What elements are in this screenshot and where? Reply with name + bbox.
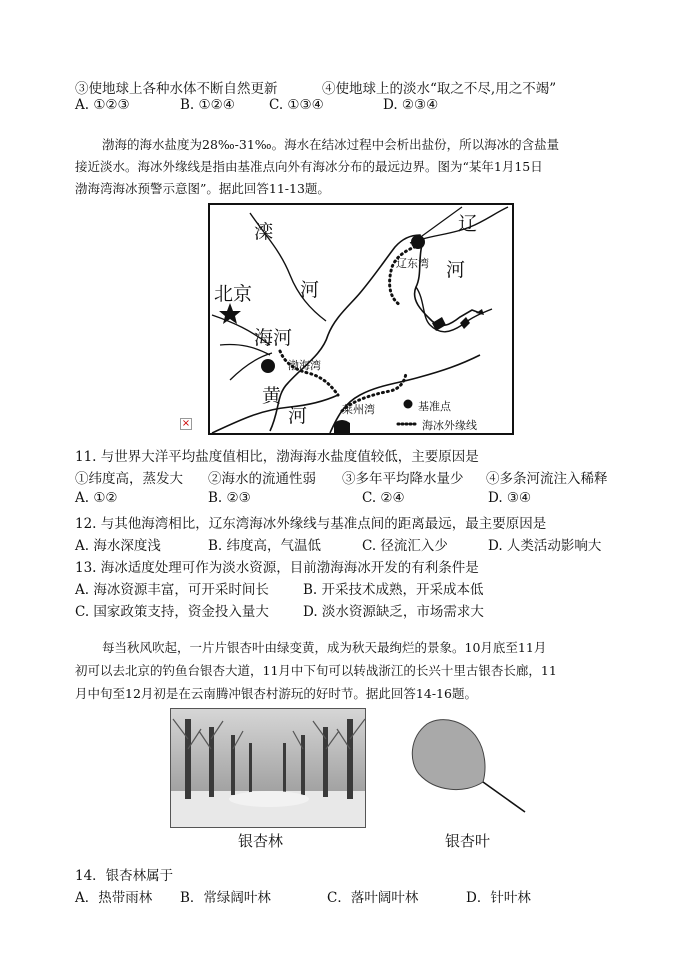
label-huang: 黄	[262, 385, 282, 407]
q14-option-a: A．热带雨林	[75, 890, 153, 906]
label-haihe: 海河	[254, 327, 293, 349]
passage-line: 渤海的海水盐度为28‰-31‰。海水在结冰过程中会析出盐份，所以海冰的含盐量	[102, 137, 560, 152]
question-item-3: ③使地球上各种水体不断自然更新	[75, 81, 278, 97]
label-liao: 辽	[458, 213, 478, 235]
q12-option-b: B. 纬度高，气温低	[208, 538, 322, 554]
passage-line: 初可以去北京的钓鱼台银杏大道，11月中下旬可以转战浙江的长兴十里古银杏长廊，11	[75, 663, 557, 678]
question-12-stem: 12. 与其他海湾相比，辽东湾海冰外缘线与基准点间的距离最远，最主要原因是	[75, 516, 547, 532]
question-13-stem: 13. 海冰适度处理可作为淡水资源，目前渤海海冰开发的有利条件是	[75, 560, 479, 576]
datum-point-laizhou	[334, 420, 350, 433]
q11-item-3: ③多年平均降水量少	[342, 471, 464, 487]
ginkgo-leaf-figure	[405, 714, 535, 818]
q12-option-c: C. 径流汇入少	[362, 538, 448, 554]
datum-point-bohai	[261, 359, 275, 373]
bohai-sea-ice-map	[208, 203, 514, 435]
forest-caption: 银杏林	[238, 832, 284, 850]
question-11-stem: 11. 与世界大洋平均盐度值相比，渤海海水盐度值较低，主要原因是	[75, 449, 479, 465]
q11-option-d: D. ③④	[488, 490, 532, 506]
legend-line-label: 海冰外缘线	[422, 419, 477, 432]
q14-option-d: D．针叶林	[466, 890, 531, 906]
label-laizhou-bay: 莱州湾	[342, 403, 375, 416]
passage-line: 每当秋风吹起，一片片银杏叶由绿变黄，成为秋天最绚烂的景象。10月底至11月	[102, 640, 547, 655]
ginkgo-forest-photo	[170, 708, 366, 828]
leaf-caption: 银杏叶	[445, 832, 491, 850]
q12-option-d: D. 人类活动影响大	[488, 538, 602, 554]
option-b: B. ①②④	[180, 97, 235, 113]
legend-point-icon	[404, 400, 413, 409]
option-a: A. ①②③	[75, 97, 130, 113]
question-item-4: ④使地球上的淡水“取之不尽,用之不竭”	[322, 81, 557, 97]
q11-option-c: C. ②④	[362, 490, 405, 506]
q12-option-a: A. 海水深度浅	[75, 538, 161, 554]
passage-line: 渤海湾海冰预警示意图”。据此回答11-13题。	[75, 181, 330, 196]
label-liao-he: 河	[446, 259, 466, 281]
legend-point-label: 基准点	[418, 400, 451, 413]
option-c: C. ①③④	[269, 97, 324, 113]
label-beijing: 北京	[214, 283, 253, 305]
star-icon	[219, 303, 241, 324]
q13-option-d: D. 淡水资源缺乏，市场需求大	[303, 604, 484, 620]
datum-point-liaodong	[411, 235, 425, 249]
passage-line: 月中旬至12月初是在云南腾冲银杏村游玩的好时节。据此回答14-16题。	[75, 686, 477, 701]
question-14-stem: 14．银杏林属于	[75, 868, 174, 884]
q11-item-1: ①纬度高，蒸发大	[75, 471, 183, 487]
passage-line: 接近淡水。海冰外缘线是指由基准点向外有海冰分布的最远边界。图为“某年1月15日	[75, 159, 543, 174]
q13-option-a: A. 海冰资源丰富，可开采时间长	[75, 582, 269, 598]
q14-option-b: B．常绿阔叶林	[180, 890, 271, 906]
option-d: D. ②③④	[383, 97, 439, 113]
q13-option-c: C. 国家政策支持，资金投入量大	[75, 604, 269, 620]
label-liaodong-bay: 辽东湾	[396, 257, 429, 270]
label-luan: 滦	[254, 221, 274, 243]
q13-option-b: B. 开采技术成熟，开采成本低	[303, 582, 484, 598]
q11-option-a: A. ①②	[75, 490, 118, 506]
q11-item-4: ④多条河流注入稀释	[486, 471, 608, 487]
q14-option-c: C．落叶阔叶林	[327, 890, 419, 906]
label-bohai-bay: 渤海湾	[288, 359, 321, 372]
q11-item-2: ②海水的流通性弱	[208, 471, 316, 487]
q11-option-b: B. ②③	[208, 490, 251, 506]
label-huang-he: 河	[288, 405, 308, 427]
label-luan-he: 河	[300, 279, 320, 301]
broken-image-icon: ×	[181, 418, 191, 429]
